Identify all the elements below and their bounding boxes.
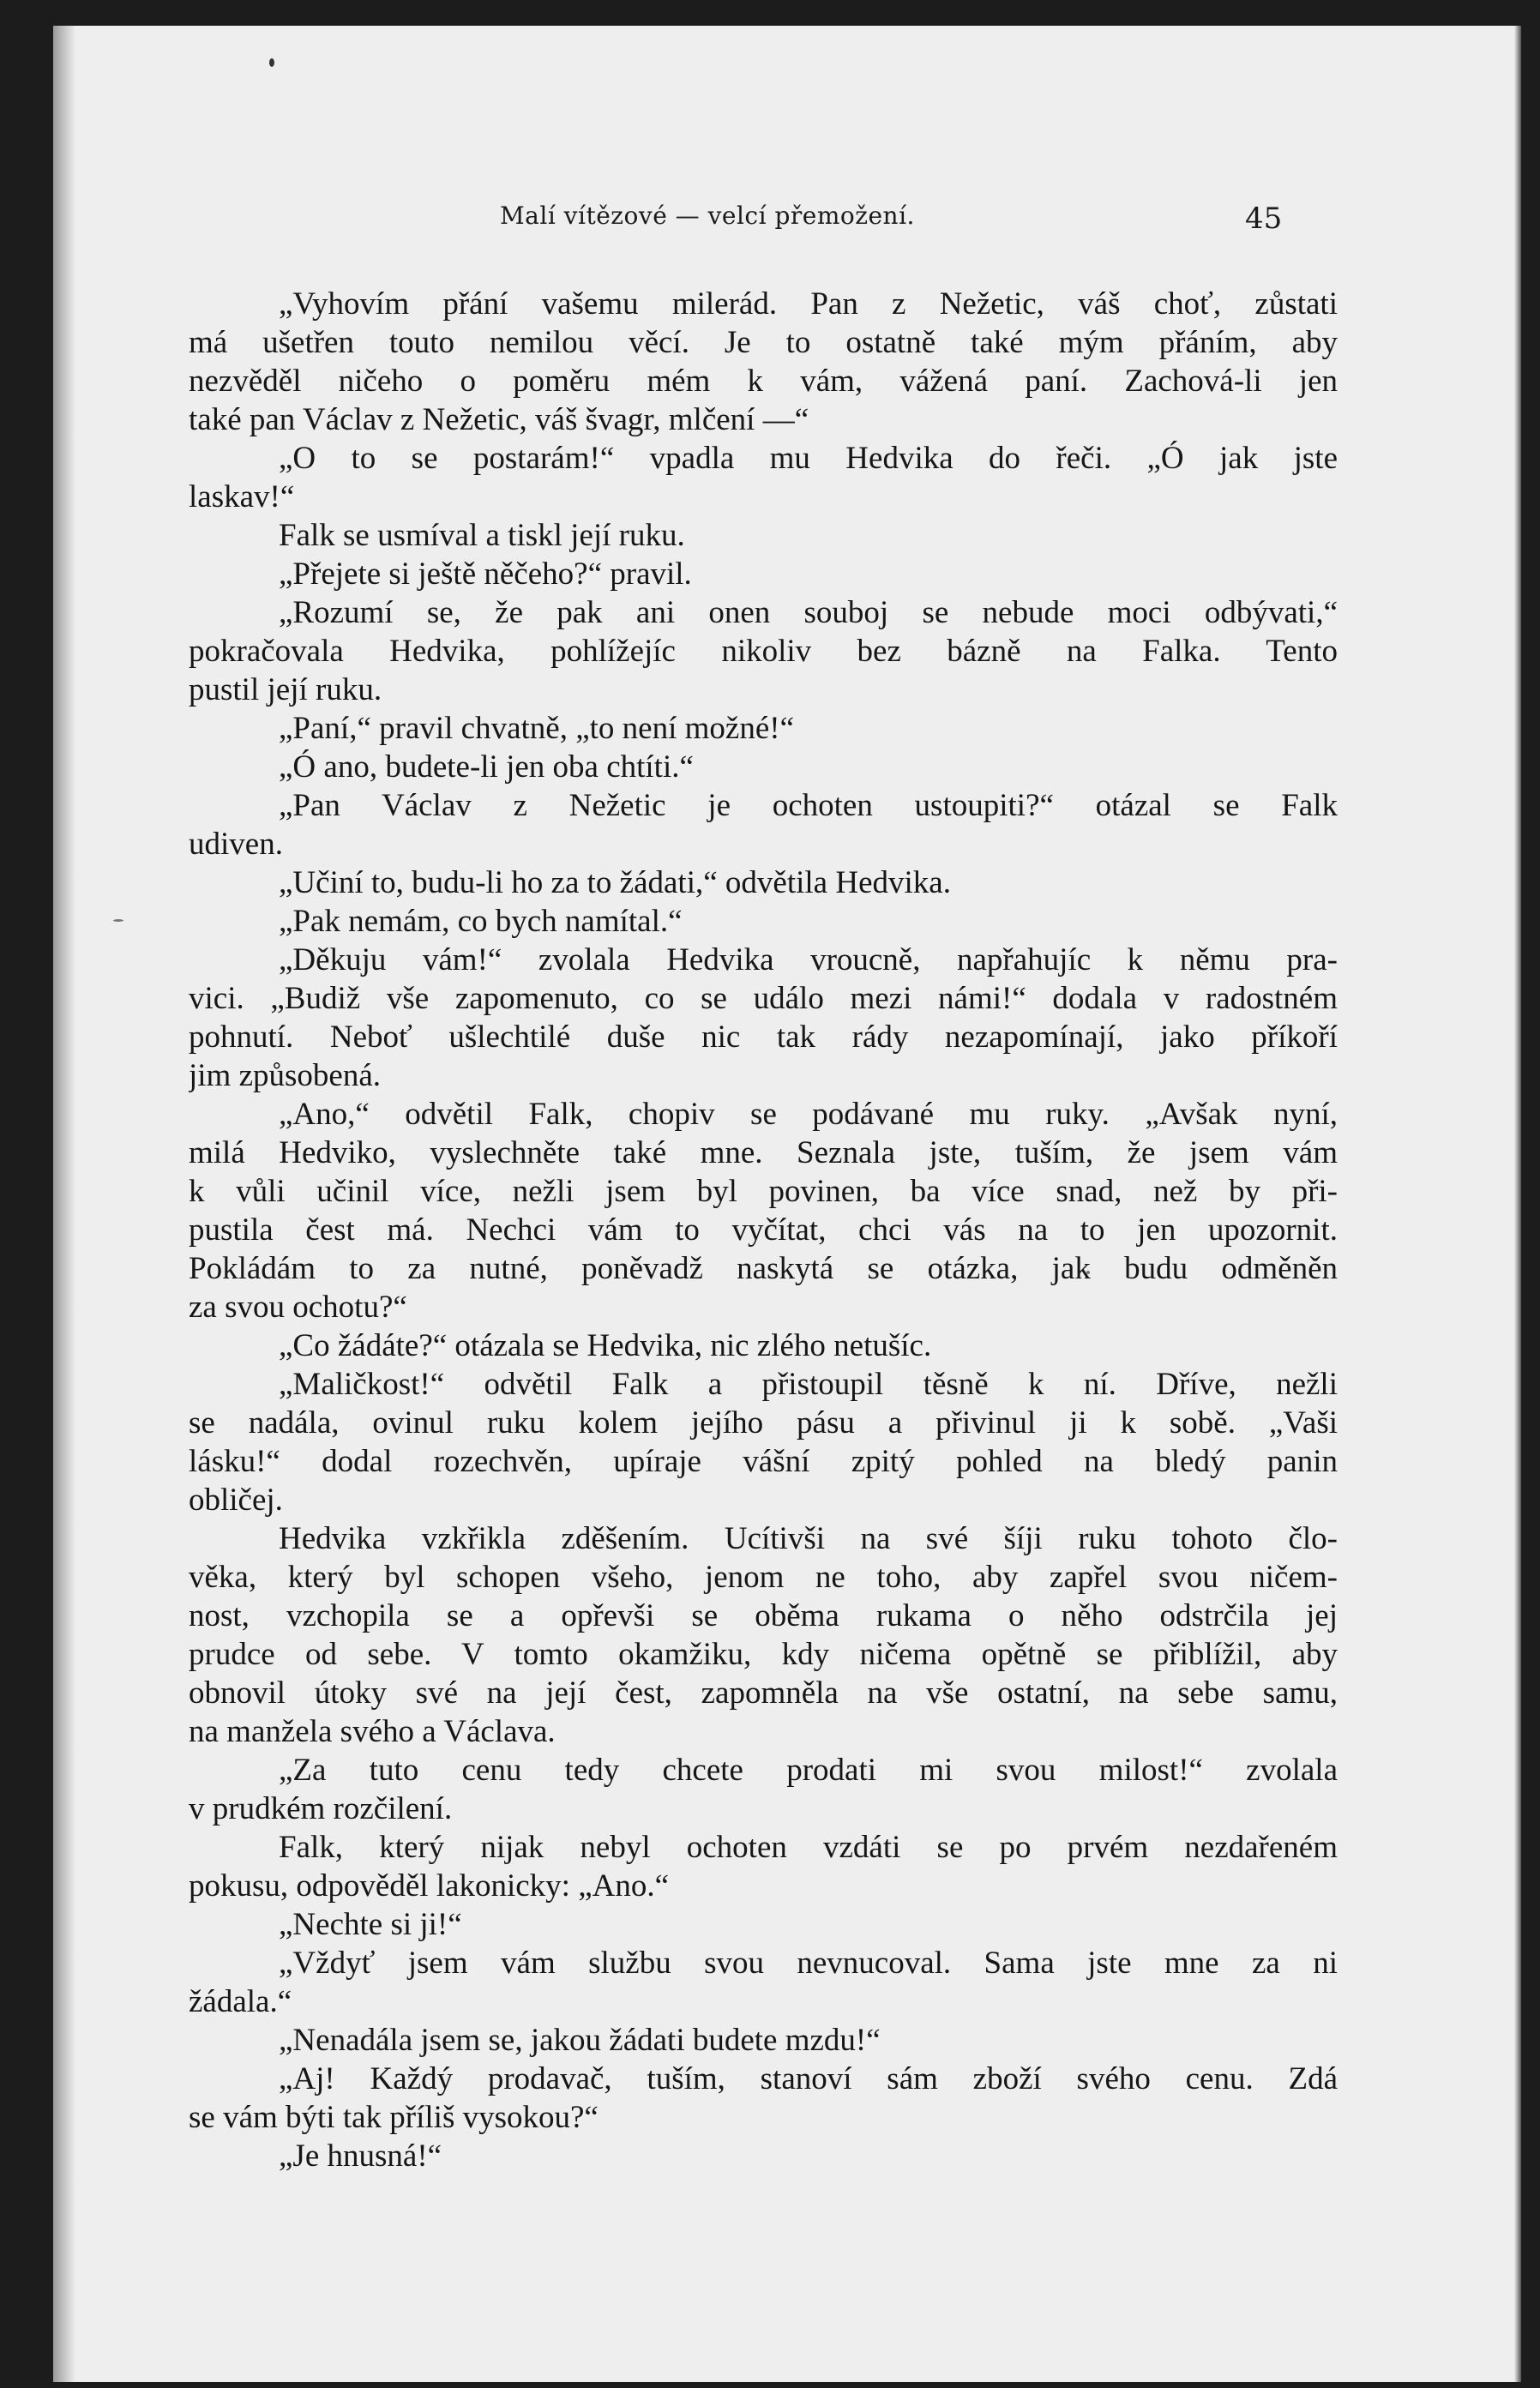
text-line: jim způsobená. (189, 1058, 382, 1093)
text-line: pustil její ruku. (189, 672, 382, 707)
text-line: pustila čest má. Nechci vám to vyčítat, chci vás na to jen upozornit. (189, 1212, 1338, 1248)
text-line: „Nenadála jsem se, jakou žádati budete mzdu!“ (279, 2023, 881, 2058)
text-line: obnovil útoky své na její čest, zapomněla na vše ostatní, na sebe samu, (189, 1675, 1338, 1711)
ink-speck (113, 919, 123, 922)
text-line: Falk se usmíval a tiskl její ruku. (279, 518, 685, 553)
page-number: 45 (1245, 202, 1283, 236)
text-line: Pokládám to za nutné, poněvadž naskytá se otázka, jak budu odměněn (189, 1251, 1338, 1286)
text-line: „Pak nemám, co bych namítal.“ (279, 904, 683, 939)
text-line: „Přejete si ještě něčeho?“ pravil. (279, 556, 692, 592)
text-line: Falk, který nijak nebyl ochoten vzdáti se po prvém nezdařeném (279, 1830, 1338, 1865)
text-line: „Ó ano, budete-li jen oba chtíti.“ (279, 749, 694, 785)
text-line: „Paní,“ pravil chvatně, „to není možné!“ (279, 711, 794, 746)
text-line: pokračovala Hedvika, pohlížejíc nikoliv bez bázně na Falka. Tento (189, 634, 1338, 669)
text-line: nezvěděl ničeho o poměru mém k vám, vážená paní. Zachová-li jen (189, 364, 1338, 399)
text-line: lásku!“ dodal rozechvěn, upíraje vášní zpitý pohled na bledý panin (189, 1444, 1338, 1479)
text-line: také pan Václav z Nežetic, váš švagr, mlčení —“ (189, 402, 809, 437)
text-line: Hedvika vzkřikla zděšením. Ucítivši na své šíji ruku tohoto člo- (279, 1521, 1338, 1556)
text-line: „Je hnusná!“ (279, 2138, 442, 2174)
text-line: „Nechte si ji!“ (279, 1907, 462, 1942)
text-line: nost, vzchopila se a opřevši se oběma rukama o něho odstrčila jej (189, 1598, 1338, 1633)
text-line: „O to se postarám!“ vpadla mu Hedvika do řeči. „Ó jak jste (279, 441, 1338, 476)
text-line: se vám býti tak příliš vysokou?“ (189, 2100, 599, 2135)
running-title: Malí vítězové — velcí přemožení. (500, 202, 915, 230)
text-line: „Děkuju vám!“ zvolala Hedvika vroucně, napřahujíc k němu pra- (279, 942, 1338, 977)
page-edge (1514, 26, 1521, 2382)
text-line: na manžela svého a Václava. (189, 1714, 556, 1749)
gutter-shadow (53, 26, 75, 2382)
ink-speck (269, 58, 274, 67)
text-line: „Za tuto cenu tedy chcete prodati mi svou milost!“ zvolala (279, 1753, 1338, 1788)
text-line: k vůli učinil více, nežli jsem byl povinen, ba více snad, než by při- (189, 1174, 1338, 1209)
text-line: za svou ochotu?“ (189, 1290, 407, 1325)
text-line: v prudkém rozčilení. (189, 1791, 453, 1826)
page-text (189, 285, 1338, 2175)
text-line: „Pan Václav z Nežetic je ochoten ustoupiti?“ otázal se Falk (279, 788, 1338, 823)
text-line: má ušetřen touto nemilou věcí. Je to ostatně také mým přáním, aby (189, 325, 1338, 360)
text-line: „Co žádáte?“ otázala se Hedvika, nic zlého netušíc. (279, 1328, 932, 1363)
text-line: „Rozumí se, že pak ani onen souboj se nebude moci odbývati,“ (279, 595, 1338, 630)
text-line: „Vyhovím přání vašemu milerád. Pan z Nežetic, váš choť, zůstati (279, 286, 1338, 322)
text-line: obličej. (189, 1483, 283, 1518)
text-line: pokusu, odpověděl lakonicky: „Ano.“ (189, 1868, 670, 1904)
text-line: prudce od sebe. V tomto okamžiku, kdy ničema opětně se přiblížil, aby (189, 1637, 1338, 1672)
text-line: „Vždyť jsem vám službu svou nevnucoval. Sama jste mne za ni (279, 1946, 1338, 1981)
text-line: pohnutí. Neboť ušlechtilé duše nic tak rády nezapomínají, jako příkoří (189, 1020, 1338, 1055)
text-line: „Aj! Každý prodavač, tuším, stanoví sám zboží svého cenu. Zdá (279, 2061, 1338, 2096)
running-head (53, 202, 1521, 236)
text-line: „Maličkost!“ odvětil Falk a přistoupil těsně k ní. Dříve, nežli (279, 1367, 1338, 1402)
text-line: se nadála, ovinul ruku kolem jejího pásu a přivinul ji k sobě. „Vaši (189, 1405, 1338, 1441)
text-line: „Učiní to, budu-li ho za to žádati,“ odvětila Hedvika. (279, 865, 951, 900)
text-line: udiven. (189, 827, 283, 862)
text-line: vici. „Budiž vše zapomenuto, co se událo mezi námi!“ dodala v radostném (189, 981, 1338, 1016)
text-line: laskav!“ (189, 479, 295, 514)
book-page (53, 26, 1521, 2382)
text-line: žádala.“ (189, 1984, 292, 2019)
text-line: věka, který byl schopen všeho, jenom ne toho, aby zapřel svou ničem- (189, 1560, 1338, 1595)
text-line: milá Hedviko, vyslechněte také mne. Seznala jste, tuším, že jsem vám (189, 1135, 1338, 1170)
text-line: „Ano,“ odvětil Falk, chopiv se podávané mu ruky. „Avšak nyní, (279, 1097, 1338, 1132)
